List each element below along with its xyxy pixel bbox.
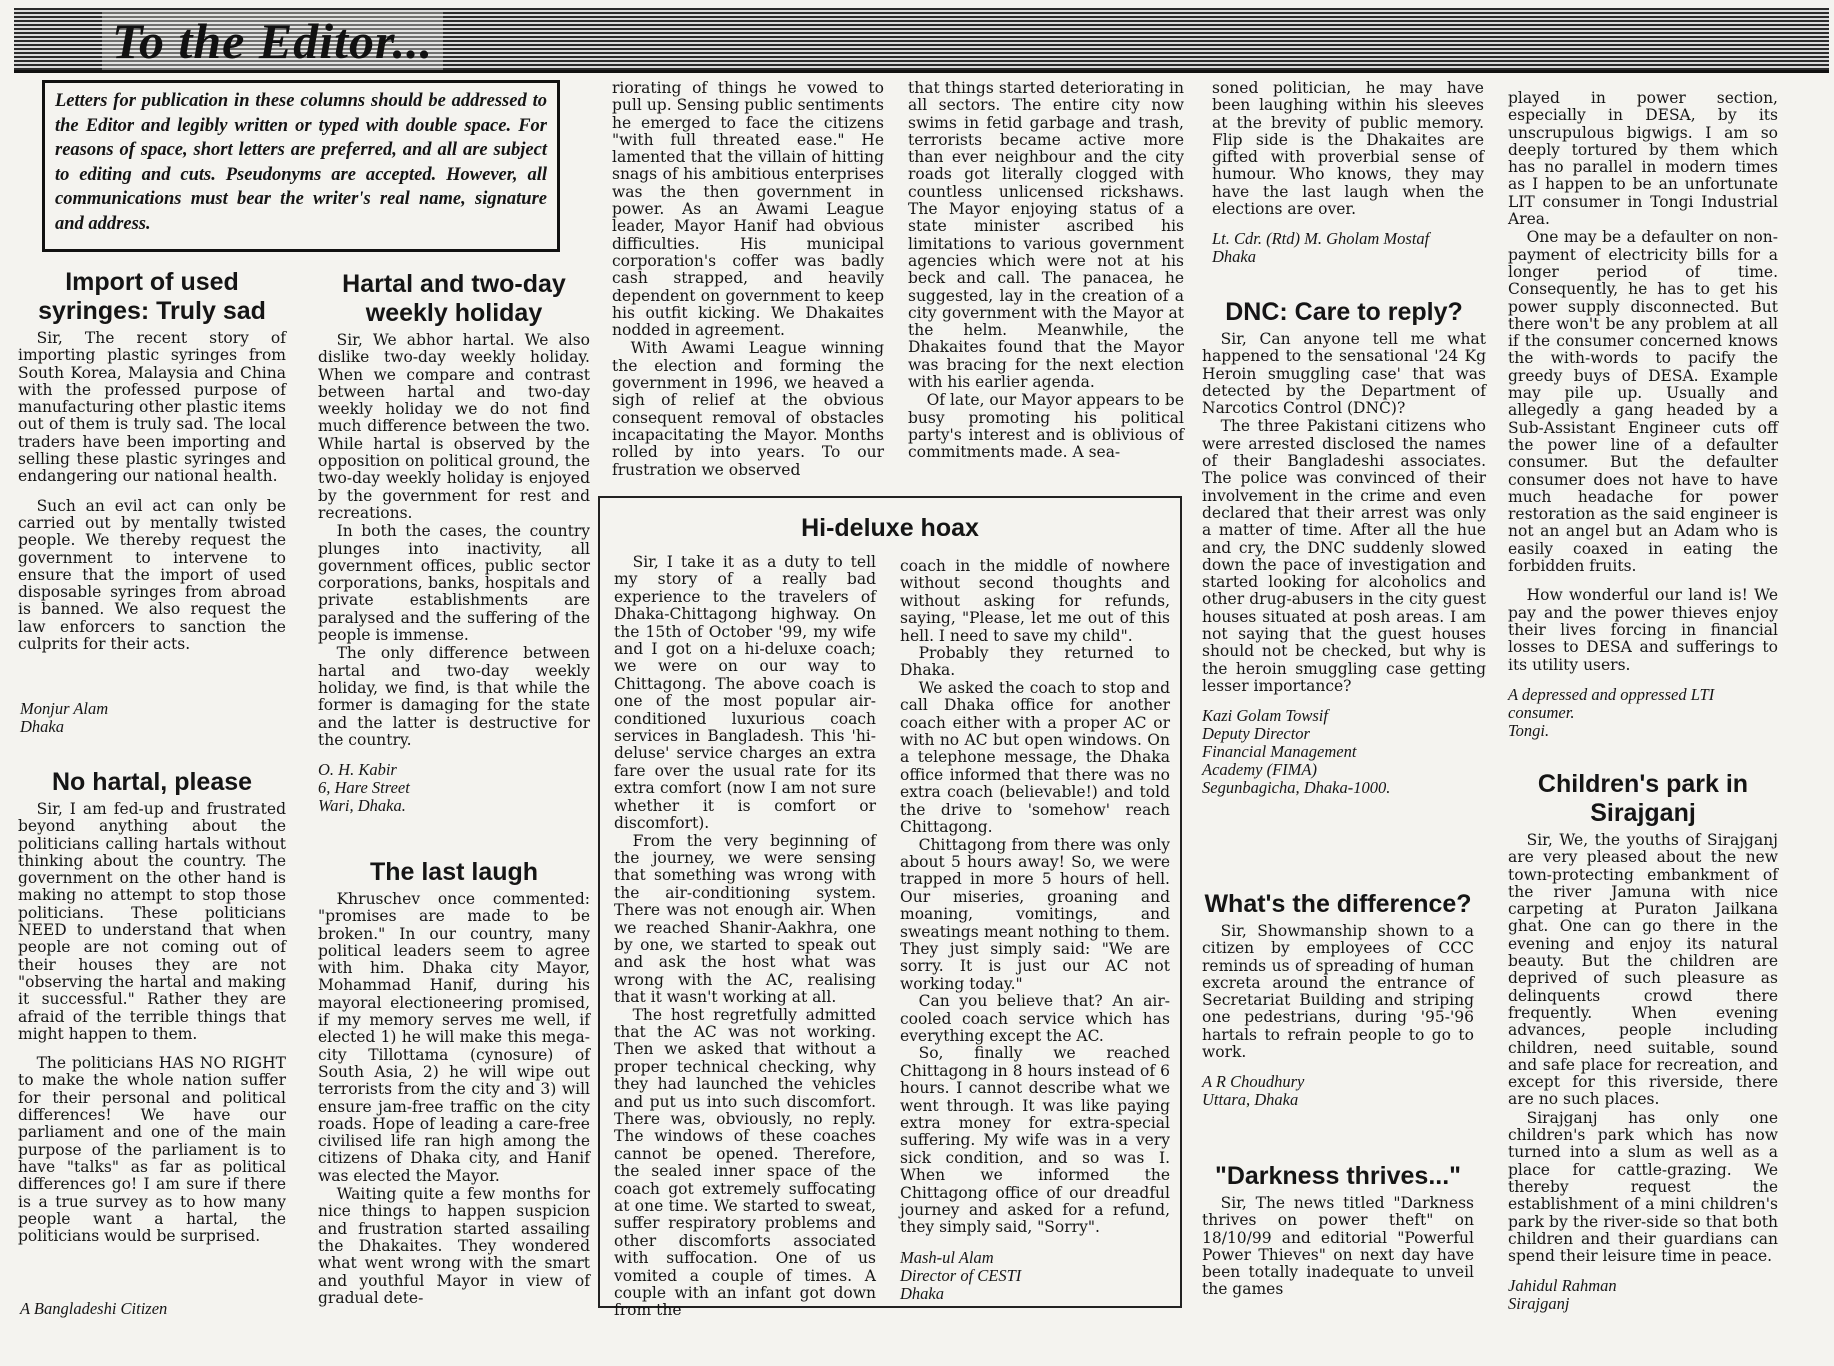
headline: The last laugh	[369, 858, 539, 886]
letter-dnc	[1202, 298, 1486, 860]
headline: Hartal and two-day weekly holiday	[342, 270, 566, 327]
letter-no-hartal	[18, 768, 286, 1266]
paragraph: With Awami League winning the election and forming the government in 1996, we heaved a sigh of relief at the obvious consequent removal of obstacles incapacitating the Mayor. Months rolled by into years. To our frustration we observed	[612, 339, 884, 479]
headline: Import of used syringes: Truly sad	[38, 268, 266, 325]
letter-import-syringes	[18, 268, 286, 654]
paragraph: soned politician, he may have been laughing within his sleeves at the brevity of public memory. Flip side is the Dhakaites are gifted with proverbial sense of humour. Who knows, they may have the last laugh when the elections are over.	[1212, 79, 1484, 219]
signature-line: Tongi.	[1508, 720, 1550, 740]
letter-last-laugh-part4	[1212, 80, 1484, 290]
headline: Hi-deluxe hoax	[801, 514, 979, 542]
paragraph: One may be a defaulter on non-payment of electricity bills for a longer period of time. Consequently, he has to get his power supply disconnected. But there won't be any problem at all if the consumer concerned knows the with-words to pacify the greedy buys of DESA. Example may pile up. Usually and allegedly a gang headed by a Sub-Assistant Engineer cuts off the power line of a defaulter consumer. But the defaulter consumer does not have to have much headache for power restoration as the said engineer is not an angel but an Adam who is easily coaxed in eating the forbidden fruits.	[1508, 228, 1778, 576]
paragraph: Sirajganj has only one children's park which has now turned into a slum as well as a place for cattle-grazing. We thereby request the establishment of a mini children's park by the river-side so that both children and their guardians can spend their leisure time in peace.	[1508, 1108, 1778, 1266]
signature-line: A R Choudhury	[1202, 1072, 1305, 1092]
paragraph: coach in the middle of nowhere without second thoughts and without asking for refunds, saying, "Please, let me out of this hell. I need to save my child".	[900, 557, 1170, 645]
paragraph: that things started deteriorating in all sectors. The entire city now swims in fetid garbage and trash, terrorists became active more than ever neighbour and the city roads got literally clogged with countless unlicensed rickshaws. The Mayor enjoying status of a state minister ascribed his limitations to various government agencies which were not at his beck and call. The panacea, he suggested, lay in the creation of a city government with the Mayor at the helm. Meanwhile, the Dhakaites found that the Mayor was bracing for the next election with his earlier agenda.	[908, 79, 1184, 392]
signature-line: 6, Hare Street	[318, 778, 410, 798]
headline: Children's park in Sirajganj	[1537, 770, 1749, 827]
signature	[1508, 1277, 1778, 1313]
signature-line: Wari, Dhaka.	[318, 796, 406, 816]
signature-line: Uttara, Dhaka	[1202, 1090, 1299, 1110]
signature-line: A Bangladeshi Citizen	[20, 1299, 168, 1318]
signature-line: Sirajganj	[1508, 1294, 1570, 1314]
paragraph: Sir, Showmanship shown to a citizen by employees of CCC reminds us of spreading of human excreta around the entrance of Secretariat Building and striping one pedestrians, during '95-'96 hartals to refrain people to go to work.	[1202, 922, 1474, 1062]
paragraph: Chittagong from there was only about 5 hours away! So, we were trapped in more 5 hours of hell. Our miseries, groaning and moaning, vomitings, and sweatings meant nothing to them. They just simply said: "We are sorry. It is just our AC not working today."	[900, 835, 1170, 993]
signature	[318, 761, 590, 815]
paragraph: played in power section, especially in DESA, by its unscrupulous bigwigs. I am so deeply tortured by them which has no parallel in modern times as I happen to be an unfortunate LIT consumer in Tongi Industrial Area.	[1508, 89, 1778, 229]
paragraph: Khruschev once commented: "promises are made to be broken." In our country, many political leaders seem to agree with him. Dhaka city Mayor, Mohammad Hanif, during his mayoral electioneering promised, if my memory serves me well, if elected 1) he will make this mega-city Tillottama (cynosure) of South Asia, 2) he will wipe out terrorists from the city and 3) will ensure jam-free traffic on the city roads. Hope of leading a care-free civilised life ran high among the citizens of Dhaka city, and Hanif was elected the Mayor.	[318, 890, 590, 1185]
editor-notice-box: Letters for publication in these columns should be addressed to the Editor and legibly written or typed with double space. For reasons of space, short letters are preferred, and all are subject to editing and cuts. Pseudonyms are accepted. However, all communications must bear the writer's real name, signature and address.	[42, 80, 560, 252]
letter-last-laugh-part3	[908, 80, 1184, 490]
paragraph: Sir, The recent story of importing plastic syringes from South Korea, Malaysia and China with the professed purpose of manufacturing other plastic items out of them is truly sad. The local traders have been importing and selling these plastic syringes and endangering our national health.	[18, 329, 286, 486]
signature-line: Monjur Alam	[20, 699, 109, 718]
signature	[1202, 1073, 1474, 1109]
section-title: To the Editor...	[102, 12, 443, 70]
signature	[1202, 707, 1486, 797]
signature	[1508, 686, 1778, 740]
headline: What's the difference?	[1204, 890, 1472, 918]
signature-line: Dhaka	[20, 717, 64, 736]
signature-line: Financial Management	[1202, 742, 1357, 762]
paragraph: Waiting quite a few months for nice things to happen suspicion and frustration started assailing the Dhakaites. They wondered what went wrong with the smart and youthful Mayor in view of gradual dete-	[318, 1185, 590, 1307]
signature-syringes	[20, 700, 280, 740]
signature-line: Kazi Golam Towsif	[1202, 706, 1328, 726]
paragraph: Sir, We, the youths of Sirajganj are very pleased about the new town-protecting embankment of the river Jamuna with nice carpeting at Puraton Jailkana ghat. One can go there in the evening and enjoy its natural beauty. But the children are deprived of such pleasure as delinquents crowd there frequently. When evening advances, people including children, need suitable, sound and safe place for recreation, and except for this riverside, there are no such places.	[1508, 831, 1778, 1109]
signature-line: Segunbagicha, Dhaka-1000.	[1202, 778, 1391, 798]
signature-line: Dhaka	[900, 1283, 944, 1303]
paragraph: The host regretfully admitted that the AC was not working. Then we asked that without a proper technical checking, why they had launched the vehicles and put us into such discomfort. There was, obviously, no reply. The windows of these coaches cannot be opened. Therefore, the sealed inner space of the coach got extremely suffocating at one time. We started to sweat, suffer respiratory problems and other discomforts associated with suffocation. One of us vomited a couple of times. A couple with an infant got down from the	[614, 1005, 876, 1320]
letter-darkness-thrives-continued	[1508, 89, 1778, 740]
letter-childrens-park	[1508, 770, 1778, 1330]
paragraph: Sir, I take it as a duty to tell my story of a really bad experience to the travelers of Dhaka-Chittagong highway. On the 15th of October '99, my wife and I got on a hi-deluxe coach; we were on our way to Chittagong. The above coach is one of the most popular air-conditioned luxurious coach services in Bangladesh. This 'hi-deluse' service charges an extra fare over the usual rate for its extra comfort (now I am not sure whether it is comfort or discomfort).	[614, 553, 876, 833]
signature	[900, 1249, 1170, 1303]
headline: "Darkness thrives..."	[1214, 1162, 1462, 1190]
paragraph: So, finally we reached Chittagong in 8 hours instead of 6 hours. I cannot describe what we went through. It was like paying extra money for extra-special suffering. My wife was in a very sick condition, and so was I. When we informed the Chittagong office of our dreadful journey and asked for a refund, they simply said, "Sorry".	[900, 1044, 1170, 1237]
signature-line: Deputy Director	[1202, 724, 1310, 744]
hideluxe-column-1	[614, 553, 876, 1320]
hideluxe-column-2	[900, 558, 1170, 1310]
paragraph: riorating of things he vowed to pull up. Sensing public sentiments he emerged to face the citizens "with full threated ease." He lamented that the villain of hitting snags of his ambitious enterprises was the then government in power. As an Awami League leader, Mayor Hanif had obvious difficulties. His municipal corporation's coffer was badly cash strapped, and heavily dependent on government to keep his outfit kicking. We Dhakaites nodded in agreement.	[612, 79, 884, 340]
paragraph: The three Pakistani citizens who were arrested disclosed the names of their Bangladeshi associates. The police was convinced of their involvement in the crime and even declared that their arrest was only a matter of time. After all the hue and cry, the DNC suddenly slowed down the pace of investigation and started looking for alcoholics and other drug-abusers in the city guest houses situated at posh areas. I am not saying that the guest houses should not be checked, but why is the heroin smuggling case getting lesser importance?	[1202, 417, 1486, 695]
paragraph: How wonderful our land is! We pay and the power thieves enjoy their lives forcing in financial losses to DESA and sufferings to its utility users.	[1508, 586, 1778, 674]
signature-line: A depressed and oppressed LTI	[1508, 684, 1715, 704]
letter-hideluxe-hoax-box	[598, 496, 1182, 1320]
signature-line: O. H. Kabir	[318, 760, 397, 780]
paragraph: In both the cases, the country plunges into inactivity, all government offices, public sector corporations, banks, hospitals and private establishments are paralysed and the suffering of the people is immense.	[318, 522, 590, 645]
paragraph: We asked the coach to stop and call Dhaka office for another coach either with a proper AC or with no AC but open windows. On a telephone message, the Dhaka office informed that there was no extra coach (believable!) and told the drive to 'somehow' reach Chittagong.	[900, 678, 1170, 837]
signature-line: Lt. Cdr. (Rtd) M. Gholam Mostaf	[1212, 229, 1430, 249]
paragraph: The politicians HAS NO RIGHT to make the whole nation suffer for their personal and political differences! We have our parliament and one of the main purpose of the parliament is to have "talks" as far as political differences go! I am sure if there is a true survey as to how many people want a hartal, the politicians would be surprised.	[18, 1054, 286, 1246]
paragraph: Sir, We abhor hartal. We also dislike two-day weekly holiday. When we compare and contrast between hartal and two-day weekly holiday we do not find much difference between the two. While hartal is observed by the opposition on political ground, the two-day weekly holiday is enjoyed by the government for rest and recreations.	[318, 331, 590, 522]
headline: No hartal, please	[51, 768, 253, 796]
signature	[1212, 230, 1484, 266]
letter-whats-the-difference	[1202, 890, 1474, 1148]
paragraph: The only difference between hartal and two-day weekly holiday, we find, is that while the former is damaging for the state and the latter is destructive for the country.	[318, 644, 590, 749]
signature-line: Academy (FIMA)	[1202, 760, 1317, 780]
signature-line: Dhaka	[1212, 247, 1256, 267]
paragraph: Sir, Can anyone tell me what happened to the sensational '24 Kg Heroin smuggling case' that was detected by the Department of Narcotics Control (DNC)?	[1202, 330, 1486, 418]
paragraph: From the very beginning of the journey, we were sensing that something was wrong with the air-conditioning system. There was not enough air. When we reached Shanir-Aakhra, one by one, we started to speak out and ask the host what was wrong with the AC, realising that it wasn't working at all.	[614, 831, 876, 1007]
signature-line: Director of CESTI	[900, 1265, 1022, 1285]
masthead-banner	[14, 8, 1829, 73]
paragraph: Of late, our Mayor appears to be busy promoting his political party's interest and is oblivious of commitments made. A sea-	[908, 391, 1184, 462]
paragraph: Can you believe that? An air-cooled coach service which has everything except the AC.	[900, 992, 1170, 1045]
signature-line: consumer.	[1508, 702, 1575, 722]
signature-no-hartal	[20, 1300, 280, 1322]
paragraph: Probably they returned to Dhaka.	[900, 644, 1170, 680]
paragraph: Sir, The news titled "Darkness thrives on power theft" on 18/10/99 and editorial "Powerful Power Thieves" on next day have been totally inadequate to unveil the games	[1202, 1194, 1474, 1299]
paragraph: Sir, I am fed-up and frustrated beyond anything about the politicians calling hartals without thinking about the country. The government on the other hand is making no attempt to stop those politicians. These politicians NEED to understand that when people are not coming out of their houses they are not "observing the hartal and making it successful." Rather they are afraid of the terrible things that might happen to them.	[18, 800, 286, 1043]
paragraph: Such an evil act can only be carried out by mentally twisted people. We thereby request the government to intervene to ensure that the import of used disposable syringes from abroad is banned. We also request the law enforcers to sanction the culprits for their acts.	[18, 496, 286, 654]
headline: DNC: Care to reply?	[1225, 298, 1463, 326]
letter-darkness-thrives	[1202, 1162, 1474, 1322]
letter-hartal-holiday	[318, 270, 590, 816]
letter-last-laugh-part2	[612, 80, 884, 490]
letter-last-laugh-part1	[318, 858, 590, 1310]
signature-line: Jahidul Rahman	[1508, 1276, 1617, 1296]
signature-line: Mash-ul Alam	[900, 1247, 994, 1267]
